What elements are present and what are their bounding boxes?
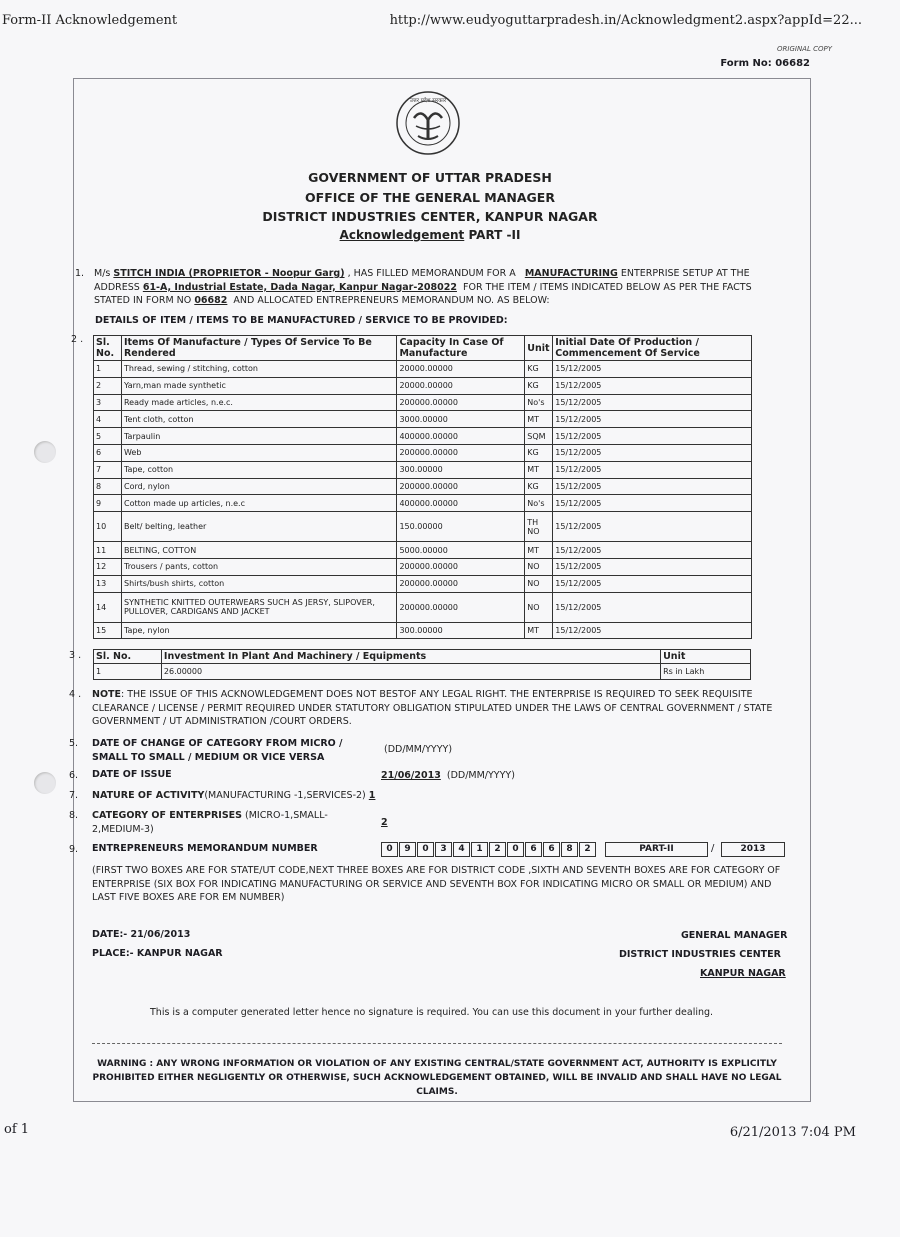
table-cell: NO [525,558,553,575]
form-number: Form No: 06682 [720,58,810,69]
table-cell: BELTING, COTTON [121,542,396,559]
table-cell: NO [525,592,553,622]
table-cell: 12 [94,558,122,575]
field-5-label: DATE OF CHANGE OF CATEGORY FROM MICRO / SMALL TO SMALL / MEDIUM OR VICE VERSA [92,738,343,763]
warning-text: WARNING : ANY WRONG INFORMATION OR VIOLATION OF ANY EXISTING CENTRAL/STATE GOVERNMENT ACT, AUTHORITY IS EXPLICITLY PROHIBITED EITHER NEGLIGENTLY OR OTHERWISE, SUCH ACKNOWLEDGEMENT OBTAINED, WILL BE INVALID AND SHALL HAVE NO LEGAL CLAIMS. [92,1059,782,1097]
investment-table [93,649,751,680]
table-cell: 6 [94,444,122,461]
col-date: Initial Date Of Production / Commencement Of Service [553,336,752,361]
table-cell: TH NO [525,512,553,542]
table-cell: Cord, nylon [121,478,396,495]
acknowledgement-title: Acknowledgement PART -II [339,228,521,242]
table-cell: 15 [94,622,122,639]
table-cell: 15/12/2005 [553,394,752,411]
table-cell: MT [525,542,553,559]
table-row [94,542,752,559]
table-cell: KG [525,478,553,495]
table-cell: No's [525,394,553,411]
table-cell: Tent cloth, cotton [121,411,396,428]
em-digit-box: 3 [435,842,452,857]
table-row [94,444,752,461]
table-cell: 200000.00000 [397,394,525,411]
table-cell: 15/12/2005 [553,411,752,428]
em-digit-box: 0 [507,842,524,857]
table-cell: MT [525,461,553,478]
table-cell: 13 [94,575,122,592]
divider [92,1043,782,1044]
table-cell: Ready made articles, n.e.c. [121,394,396,411]
field-9-label: ENTREPRENEURS MEMORANDUM NUMBER [92,843,318,854]
table-cell: 2 [94,377,122,394]
table-cell: 4 [94,411,122,428]
table-cell: 15/12/2005 [553,622,752,639]
print-footer-page: of 1 [4,1122,30,1137]
section-2-num: 2 . [71,334,84,345]
em-digit-box: 1 [471,842,488,857]
table-cell: 150.00000 [397,512,525,542]
table-cell: 200000.00000 [397,592,525,622]
col-investment: Investment In Plant And Machinery / Equipments [161,650,660,664]
computer-generated-note: This is a computer generated letter hence no signature is required. You can use this document in your further dealing. [150,1007,714,1018]
table-cell: 15/12/2005 [553,478,752,495]
table-cell: 3000.00000 [397,411,525,428]
items-table [93,335,752,639]
table-row [94,664,751,680]
table-cell: 7 [94,461,122,478]
em-digit-box: 8 [561,842,578,857]
table-cell: 15/12/2005 [553,512,752,542]
table-cell: 15/12/2005 [553,558,752,575]
office-title: OFFICE OF THE GENERAL MANAGER [305,190,555,205]
table-cell: 8 [94,478,122,495]
table-cell: 10 [94,512,122,542]
em-digit-box: 2 [579,842,596,857]
em-digit-box: 6 [543,842,560,857]
field-9-num: 9. [69,844,79,855]
em-slash: / [711,843,715,854]
section-1-text: M/s STITCH INDIA (PROPRIETOR - Noopur Garg) , HAS FILLED MEMORANDUM FOR A MANUFACTURING ENTERPRISE SETUP AT THE ADDRESS 61-A, Industrial Estate, Dada Nagar, Kanpur Nagar-208022 FOR THE ITEM / ITEMS INDICATED BELOW AS PER THE FACTS STATED IN FORM NO 06682 AND ALLOCATED ENTREPRENEURS MEMORANDUM NO. AS BELOW: [94,268,752,306]
table-cell: 5 [94,428,122,445]
col-unit: Unit [525,336,553,361]
table-cell: 400000.00000 [397,428,525,445]
issue-place: PLACE:- KANPUR NAGAR [92,948,223,959]
field-6-num: 6. [69,770,79,781]
col-capacity: Capacity In Case Of Manufacture [397,336,525,361]
table-row [94,428,752,445]
up-government-emblem [390,90,466,156]
table-cell: Rs in Lakh [661,664,751,680]
table-cell: Tape, nylon [121,622,396,639]
table-cell: Tarpaulin [121,428,396,445]
print-footer-timestamp: 6/21/2013 7:04 PM [729,1125,856,1140]
table-cell: 15/12/2005 [553,428,752,445]
issue-date: DATE:- 21/06/2013 [92,929,191,940]
signatory-city: KANPUR NAGAR [700,968,786,979]
table-cell: Belt/ belting, leather [121,512,396,542]
items-table-header [94,336,752,361]
table-cell: Trousers / pants, cotton [121,558,396,575]
details-heading: DETAILS OF ITEM / ITEMS TO BE MANUFACTURED / SERVICE TO BE PROVIDED: [95,315,508,326]
note-text: NOTE: THE ISSUE OF THIS ACKNOWLEDGEMENT DOES NOT BESTOF ANY LEGAL RIGHT. THE ENTERPRISE IS REQUIRED TO SEEK REQUISITE CLEARANCE / LICENSE / PERMIT REQUIRED UNDER STATUTORY OBLIGATION STIPULATED UNDER THE LAWS OF CENTRAL GOVERNMENT / STATE GOVERNMENT / UT ADMINISTRATION /COURT ORDERS. [92,689,773,727]
table-cell: 20000.00000 [397,377,525,394]
field-6-label: DATE OF ISSUE [92,769,172,780]
table-cell: 15/12/2005 [553,495,752,512]
punch-hole [34,772,56,794]
table-row [94,575,752,592]
table-row [94,377,752,394]
table-cell: 15/12/2005 [553,361,752,378]
table-cell: No's [525,495,553,512]
table-cell: 15/12/2005 [553,444,752,461]
em-digit-box: 0 [417,842,434,857]
table-cell: 300.00000 [397,461,525,478]
table-cell: 400000.00000 [397,495,525,512]
section-1-num: 1. [75,268,85,279]
table-cell: Tape, cotton [121,461,396,478]
table-row [94,394,752,411]
punch-hole [34,441,56,463]
table-cell: SYNTHETIC KNITTED OUTERWEARS SUCH AS JERSY, SLIPOVER, PULLOVER, CARDIGANS AND JACKET [121,592,396,622]
em-digit-box: 6 [525,842,542,857]
original-copy-label: ORIGINAL COPY [777,45,832,53]
field-8-num: 8. [69,810,79,821]
table-cell: 200000.00000 [397,558,525,575]
em-year-box: 2013 [721,842,785,857]
print-header-title: Form-II Acknowledgement [2,13,178,28]
col-item: Items Of Manufacture / Types Of Service To Be Rendered [121,336,396,361]
em-part-box: PART-II [605,842,708,857]
table-cell: KG [525,444,553,461]
table-row [94,411,752,428]
section-3-num: 3 . [69,650,82,661]
table-cell: Yarn,man made synthetic [121,377,396,394]
table-cell: 300.00000 [397,622,525,639]
table-cell: 1 [94,664,162,680]
table-cell: KG [525,377,553,394]
table-cell: MT [525,622,553,639]
em-note: (FIRST TWO BOXES ARE FOR STATE/UT CODE,NEXT THREE BOXES ARE FOR DISTRICT CODE ,SIXTH AND SEVENTH BOXES ARE FOR CATEGORY OF ENTERPRISE (SIX BOX FOR INDICATING MANUFACTURING OR SERVICE AND SEVENTH BOX FOR INDICATING MICRO OR SMALL OR MEDIUM) AND LAST FIVE BOXES ARE FOR EM NUMBER) [92,865,781,903]
table-cell: Shirts/bush shirts, cotton [121,575,396,592]
table-cell: Web [121,444,396,461]
field-8-value: 2 [381,817,388,828]
govt-title: GOVERNMENT OF UTTAR PRADESH [308,170,552,185]
table-cell: 11 [94,542,122,559]
table-cell: 15/12/2005 [553,377,752,394]
table-cell: 15/12/2005 [553,592,752,622]
svg-text:उत्तर प्रदेश सरकार: उत्तर प्रदेश सरकार [409,98,447,104]
col-sl: Sl. No. [94,336,122,361]
em-digit-box: 0 [381,842,398,857]
table-cell: 9 [94,495,122,512]
investment-table-header [94,650,751,664]
field-8-label: CATEGORY OF ENTERPRISES (MICRO-1,SMALL-2,MEDIUM-3) [92,810,328,835]
table-row [94,622,752,639]
field-6-value: 21/06/2013 (DD/MM/YYYY) [381,770,515,781]
table-row [94,478,752,495]
field-5-num: 5. [69,738,79,749]
table-row [94,558,752,575]
table-cell: 15/12/2005 [553,461,752,478]
em-digit-box: 4 [453,842,470,857]
field-7-label: NATURE OF ACTIVITY(MANUFACTURING -1,SERVICES-2) 1 [92,790,376,801]
table-cell: NO [525,575,553,592]
table-cell: 5000.00000 [397,542,525,559]
table-cell: 15/12/2005 [553,542,752,559]
em-number-boxes [381,842,597,857]
signatory-title: GENERAL MANAGER [681,930,788,941]
table-cell: SQM [525,428,553,445]
table-row [94,461,752,478]
field-7-num: 7. [69,790,79,801]
em-digit-box: 9 [399,842,416,857]
table-cell: MT [525,411,553,428]
table-cell: 1 [94,361,122,378]
em-digit-box: 2 [489,842,506,857]
table-row [94,361,752,378]
table-cell: 15/12/2005 [553,575,752,592]
table-cell: Thread, sewing / stitching, cotton [121,361,396,378]
table-cell: 26.00000 [161,664,660,680]
table-cell: 200000.00000 [397,478,525,495]
table-cell: 200000.00000 [397,444,525,461]
table-cell: 20000.00000 [397,361,525,378]
table-cell: 200000.00000 [397,575,525,592]
print-header-url: http://www.eudyoguttarpradesh.in/Acknowledgment2.aspx?appId=22... [389,13,862,28]
table-row [94,592,752,622]
district-title: DISTRICT INDUSTRIES CENTER, KANPUR NAGAR [262,209,598,224]
table-cell: 3 [94,394,122,411]
table-cell: KG [525,361,553,378]
table-cell: 14 [94,592,122,622]
field-5-value: (DD/MM/YYYY) [384,744,453,755]
table-cell: Cotton made up articles, n.e.c [121,495,396,512]
col-unit: Unit [661,650,751,664]
col-sl: Sl. No. [94,650,162,664]
signatory-office: DISTRICT INDUSTRIES CENTER [619,949,781,960]
section-4-num: 4 . [69,689,82,700]
table-row [94,495,752,512]
table-row [94,512,752,542]
